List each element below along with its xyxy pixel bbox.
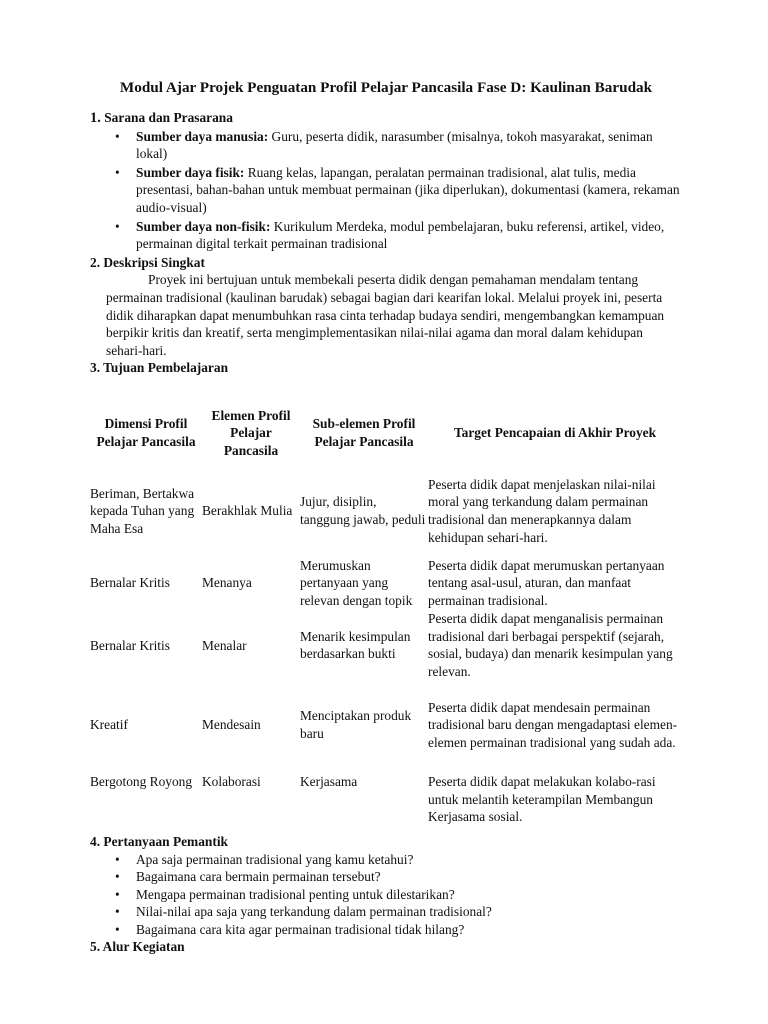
section-5-heading: 5. Alur Kegiatan [90,939,185,955]
table-row [90,466,682,556]
cell-target: Peserta didik dapat menganalisis permainan tradisional dari berbagai perspektif (sejarah, sosial, budaya) dan menarik kesimpulan yang relevan. [428,611,673,679]
cell-elemen: Menanya [202,575,252,591]
header-elemen: Elemen Profil Pelajar Pancasila [211,407,291,458]
header-dimensi: Dimensi Profil Pelajar Pancasila [96,416,196,449]
bullet-icon: • [115,886,120,902]
section-1-title: Sarana dan Prasarana [104,110,233,125]
question-text: Mengapa permainan tradisional penting untuk dilestarikan? [136,886,455,902]
section-4-heading: 4. Pertanyaan Pemantik [90,833,228,849]
cell-elemen: Berakhlak Mulia [202,503,293,519]
bullet-icon: • [115,904,120,920]
cell-sub-elemen: Jujur, disiplin, tanggung jawab, peduli [300,494,426,527]
item-label: Sumber daya manusia: [136,128,269,144]
list-item [115,903,682,921]
list-item [115,164,682,217]
description-paragraph: Proyek ini bertujuan untuk membekali peserta didik dengan pemahaman mendalam tentang permainan tradisional (kaulinan barudak) sebagai bagian dari kearifan lokal. Melalui proyek ini, peserta didik diharapkan dapat menumbuhkan rasa cinta terhadap budaya sendiri, mengembangkan kemampuan berpikir kritis dan kreatif, serta mengimplementasikan nilai-nilai agama dan moral dalam kehidupan sehari-hari. [106,272,665,358]
bullet-icon: • [115,851,120,867]
list-item [115,218,682,253]
list-item [115,886,682,904]
table-row [90,610,682,681]
bullet-icon: • [115,869,120,885]
cell-sub-elemen: Menarik kesimpulan berdasarkan bukti [300,628,411,662]
list-item [115,851,682,869]
table-header-row [90,400,682,466]
table-row [90,556,682,610]
section-1-heading [90,109,682,128]
header-target: Target Pencapaian di Akhir Proyek [453,425,657,441]
table-row [90,769,682,833]
cell-dimensi: Beriman, Bertakwa kepada Tuhan yang Maha Esa [90,485,195,536]
item-label: Sumber daya non-fisik: [136,218,271,234]
question-text: Apa saja permainan tradisional yang kamu ketahui? [136,851,414,867]
section-3-heading: 3. Tujuan Pembelajaran [90,360,229,376]
bullet-icon: • [115,921,120,937]
bullet-icon: • [115,164,120,180]
cell-elemen: Menalar [202,637,247,653]
table-row [90,681,682,769]
cell-dimensi: Bernalar Kritis [90,637,170,653]
cell-sub-elemen: Menciptakan produk baru [300,708,412,741]
cell-sub-elemen: Kerjasama [300,773,358,789]
item-text: Ruang kelas, lapangan, peralatan permainan tradisional, alat tulis, media presentasi, bahan-bahan untuk membuat permainan (jika diperlukan), dokumentasi (kamera, rekaman audio-visual) [136,164,680,215]
cell-elemen: Mendesain [202,717,261,733]
bullet-icon: • [115,128,120,144]
list-item [115,921,682,939]
cell-target: Peserta didik dapat melakukan kolabo-rasi untuk melantih keterampilan Membangun Kerjasama sosial. [428,773,656,825]
section-2-heading: 2. Deskripsi Singkat [90,254,205,270]
item-text: Kurikulum Merdeka, modul pembelajaran, buku referensi, artikel, video, permainan digital terkait permainan tradisional [136,218,665,252]
document-page [90,78,682,956]
header-sub-elemen: Sub-elemen Profil Pelajar Pancasila [312,416,416,449]
list-item [115,868,682,886]
cell-target: Peserta didik dapat merumuskan pertanyaan tentang asal-usul, aturan, dan manfaat permainan tradisional. [428,557,665,608]
resources-list [90,128,682,253]
item-text: Guru, peserta didik, narasumber (misalnya, tokoh masyarakat, seniman lokal) [136,128,653,162]
cell-dimensi: Bergotong Royong [90,773,193,789]
cell-target: Peserta didik dapat mendesain permainan tradisional baru dengan mengadaptasi elemen-elemen permainan tradisional yang sudah ada. [428,699,678,750]
section-1-number: 1. [90,110,101,126]
cell-dimensi: Bernalar Kritis [90,575,170,591]
question-text: Bagaimana cara kita agar permainan tradisional tidak hilang? [136,921,465,937]
cell-dimensi: Kreatif [90,717,128,733]
question-text: Nilai-nilai apa saja yang terkandung dalam permainan tradisional? [136,904,492,920]
learning-goals-table [90,400,682,833]
question-text: Bagaimana cara bermain permainan tersebut? [136,869,381,885]
cell-elemen: Kolaborasi [202,773,261,789]
item-label: Sumber daya fisik: [136,164,245,180]
cell-target: Peserta didik dapat menjelaskan nilai-nilai moral yang terkandung dalam permainan tradisional dan menerapkannya dalam kehidupan sehari-hari. [428,476,656,545]
cell-sub-elemen: Merumuskan pertanyaan yang relevan dengan topik [300,557,413,608]
list-item [115,128,682,163]
bullet-icon: • [115,218,120,234]
trigger-questions-list [90,851,682,939]
document-title: Modul Ajar Projek Penguatan Profil Pelajar Pancasila Fase D: Kaulinan Barudak [119,79,653,96]
